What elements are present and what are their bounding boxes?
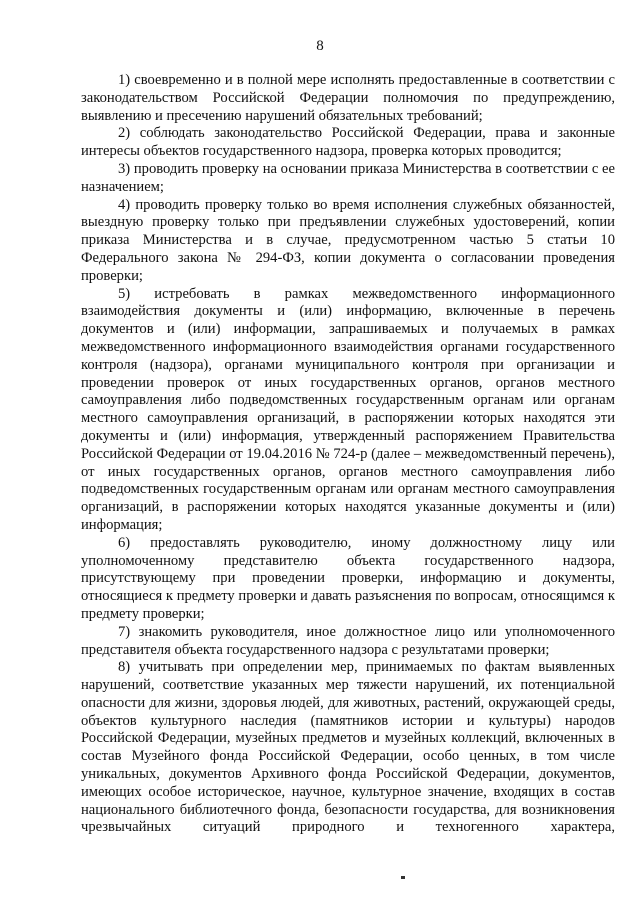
paragraph-item-8: 8) учитывать при определении мер, принимаемых по фактам выявленных нарушений, соответствие указанных мер тяжести нарушений, их потенциальной опасности для жизни, здоровья людей, для животных, растений, окружающей среды, объектов культурного наследия (памятников истории и культуры) народов Российской Федерации, музейных предметов и музейных коллекций, включенных в состав Музейного фонда Российской Федерации, особо ценных, в том числе уникальных, документов Архивного фонда Российской Федерации, документов, имеющих особое историческое, научное, культурное значение, входящих в состав национального библиотечного фонда, безопасности государства, для возникновения чрезвычайных ситуаций природного и техногенного характера, [81,659,615,836]
scan-speck [401,876,405,879]
paragraph-item-7: 7) знакомить руководителя, иное должностное лицо или уполномоченного представителя объекта государственного надзора с результатами проверки; [81,623,615,658]
page-number: 8 [316,38,324,54]
paragraph-item-2: 2) соблюдать законодательство Российской Федерации, права и законные интересы объектов государственного надзора, проверка которых проводится; [81,125,615,160]
paragraph-item-6: 6) предоставлять руководителю, иному должностному лицу или уполномоченному представителю объекта государственного надзора, присутствующему при проведении проверки, информацию и документы, относящиеся к предмету проверки и давать разъяснения по вопросам, относящимся к предмету проверки; [81,534,615,622]
paragraph-item-4: 4) проводить проверку только во время исполнения служебных обязанностей, выездную проверку только при предъявлении служебных удостоверений, копии приказа Министерства и в случае, предусмотренном частью 5 статьи 10 Федерального закона № 294-ФЗ, копии документа о согласовании проведения проверки; [81,196,615,284]
paragraph-item-5: 5) истребовать в рамках межведомственного информационного взаимодействия документы и (или) информацию, включенные в перечень документов и (или) информации, запрашиваемых и получаемых в рамках межведомственного информационного взаимодействия органами государственного контроля (надзора), органами муниципального контроля при организации и проведении проверок от иных государственных органов, органов местного самоуправления либо подведомственных государственным органам или органам местного самоуправления организаций, в распоряжении которых находятся эти документы и (или) информация, утвержденный распоряжением Правительства Российской Федерации от 19.04.2016 № 724-р (далее – межведомственный перечень), от иных государственных органов, органов местного самоуправления либо подведомственных государственным органам или органам местного самоуправления организаций, в распоряжении которых находятся указанные документы и (или) информация; [81,285,615,533]
paragraph-item-1: 1) своевременно и в полной мере исполнять предоставленные в соответствии с законодательством Российской Федерации полномочия по предупреждению, выявлению и пресечению нарушений обязательных требований; [81,72,615,124]
document-body [81,72,615,837]
paragraph-item-3: 3) проводить проверку на основании приказа Министерства в соответствии с ее назначением; [81,160,615,195]
